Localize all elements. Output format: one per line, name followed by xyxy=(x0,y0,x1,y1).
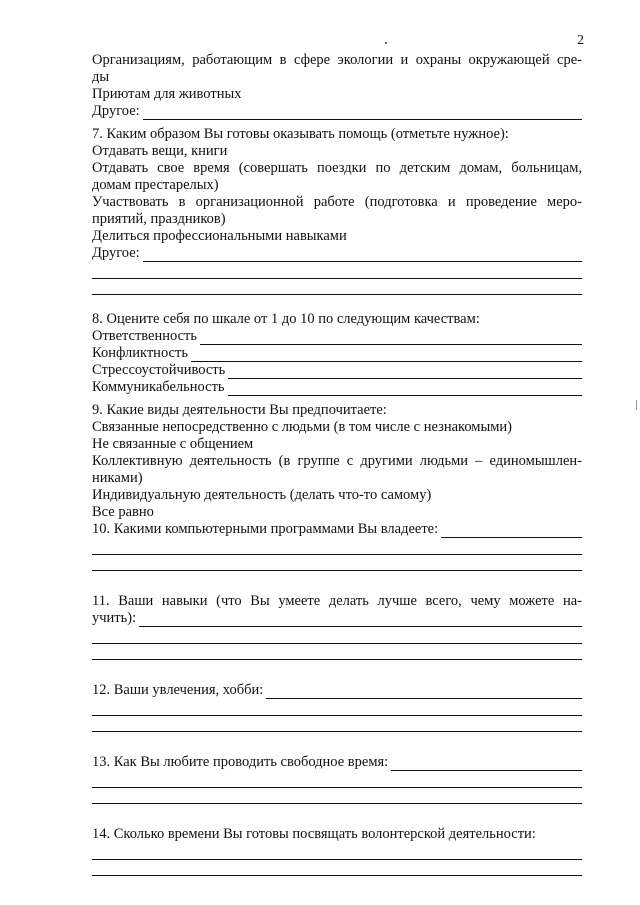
q9-option[interactable]: Связанные непосредственно с людьми (в том числе с незнакомыми) xyxy=(92,419,512,435)
q13-answer-line[interactable] xyxy=(92,787,582,788)
q7-option-cont: приятий, праздников) xyxy=(92,211,226,227)
q9-option[interactable]: Коллективную деятельность (в группе с другими людьми – единомышлен- xyxy=(92,453,582,469)
q7-option-cont: домам престарелых) xyxy=(92,177,219,193)
q13-title-row xyxy=(92,754,582,771)
question-13 xyxy=(92,754,582,804)
q8-quality-label: Конфликтность xyxy=(92,345,188,361)
q8-quality-label: Коммуникабельность xyxy=(92,379,225,395)
question-9-title: 9. Какие виды деятельности Вы предпочитаете: xyxy=(92,402,387,418)
q8-quality-row xyxy=(92,362,582,379)
q14-answer-line[interactable] xyxy=(92,875,582,876)
intro-other-answer-line[interactable] xyxy=(143,106,582,120)
question-12-title: 12. Ваши увлечения, хобби: xyxy=(92,682,264,698)
q7-option[interactable]: Отдавать вещи, книги xyxy=(92,143,228,159)
q8-quality-row xyxy=(92,328,582,345)
question-11 xyxy=(92,593,582,660)
q9-option[interactable]: Индивидуальную деятельность (делать что-то самому) xyxy=(92,487,432,503)
q10-title-row xyxy=(92,521,582,538)
q10-answer-line[interactable] xyxy=(441,524,582,538)
q9-option-cont: никами) xyxy=(92,470,143,486)
q13-answer-line[interactable] xyxy=(391,757,582,771)
q11-title-row xyxy=(92,610,582,627)
q8-quality-label: Стрессоустойчивость xyxy=(92,362,226,378)
q12-answer-line[interactable] xyxy=(92,715,582,716)
q9-option[interactable]: Не связанные с общением xyxy=(92,436,254,452)
q8-rating-line[interactable] xyxy=(191,348,582,362)
q10-answer-line[interactable] xyxy=(92,554,582,555)
scan-margin-mark xyxy=(636,400,637,410)
page-number: 2 xyxy=(577,33,584,48)
question-10-title: 10. Какими компьютерными программами Вы владеете: xyxy=(92,521,439,537)
question-11-title: 11. Ваши навыки (что Вы умеете делать лучше всего, чему можете на- xyxy=(92,593,582,609)
q8-rating-line[interactable] xyxy=(228,365,582,379)
question-11-title-cont: учить): xyxy=(92,610,137,626)
q7-other-label: Другое: xyxy=(92,245,140,261)
intro-options xyxy=(92,52,582,120)
question-12 xyxy=(92,682,582,732)
q8-quality-row xyxy=(92,345,582,362)
intro-other-label: Другое: xyxy=(92,103,140,119)
q8-rating-line[interactable] xyxy=(200,331,582,345)
question-8 xyxy=(92,311,582,396)
q8-quality-row xyxy=(92,379,582,396)
question-10 xyxy=(92,521,582,571)
intro-option-line: ды xyxy=(92,69,110,85)
question-14-title: 14. Сколько времени Вы готовы посвящать волонтерской деятельности: xyxy=(92,826,536,842)
question-9 xyxy=(92,402,582,521)
q7-other-answer-line[interactable] xyxy=(143,248,582,262)
q8-quality-label: Ответственность xyxy=(92,328,198,344)
q11-answer-line[interactable] xyxy=(92,643,582,644)
intro-option-line: Организациям, работающим в сфере экологии и охраны окружающей сре- xyxy=(92,52,582,68)
q7-answer-line[interactable] xyxy=(92,278,582,279)
q12-answer-line[interactable] xyxy=(266,685,582,699)
questionnaire xyxy=(92,52,582,876)
q7-option[interactable]: Отдавать свое время (совершать поездки по детским домам, больницам, xyxy=(92,160,582,176)
question-13-title: 13. Как Вы любите проводить свободное время: xyxy=(92,754,389,770)
q11-answer-line[interactable] xyxy=(139,613,582,627)
q14-answer-line[interactable] xyxy=(92,859,582,860)
scan-speck xyxy=(385,42,387,44)
question-7-title: 7. Каким образом Вы готовы оказывать помощь (отметьте нужное): xyxy=(92,126,509,142)
q7-option[interactable]: Участвовать в организационной работе (подготовка и проведение меро- xyxy=(92,194,582,210)
question-8-title: 8. Оцените себя по шкале от 1 до 10 по следующим качествам: xyxy=(92,311,480,327)
intro-other-row xyxy=(92,103,582,120)
q7-other-row xyxy=(92,245,582,262)
q9-option[interactable]: Все равно xyxy=(92,504,154,520)
question-7 xyxy=(92,126,582,295)
intro-option-line: Приютам для животных xyxy=(92,86,242,102)
q12-title-row xyxy=(92,682,582,699)
question-14 xyxy=(92,826,582,876)
q8-rating-line[interactable] xyxy=(228,382,582,396)
q7-option[interactable]: Делиться профессиональными навыками xyxy=(92,228,347,244)
